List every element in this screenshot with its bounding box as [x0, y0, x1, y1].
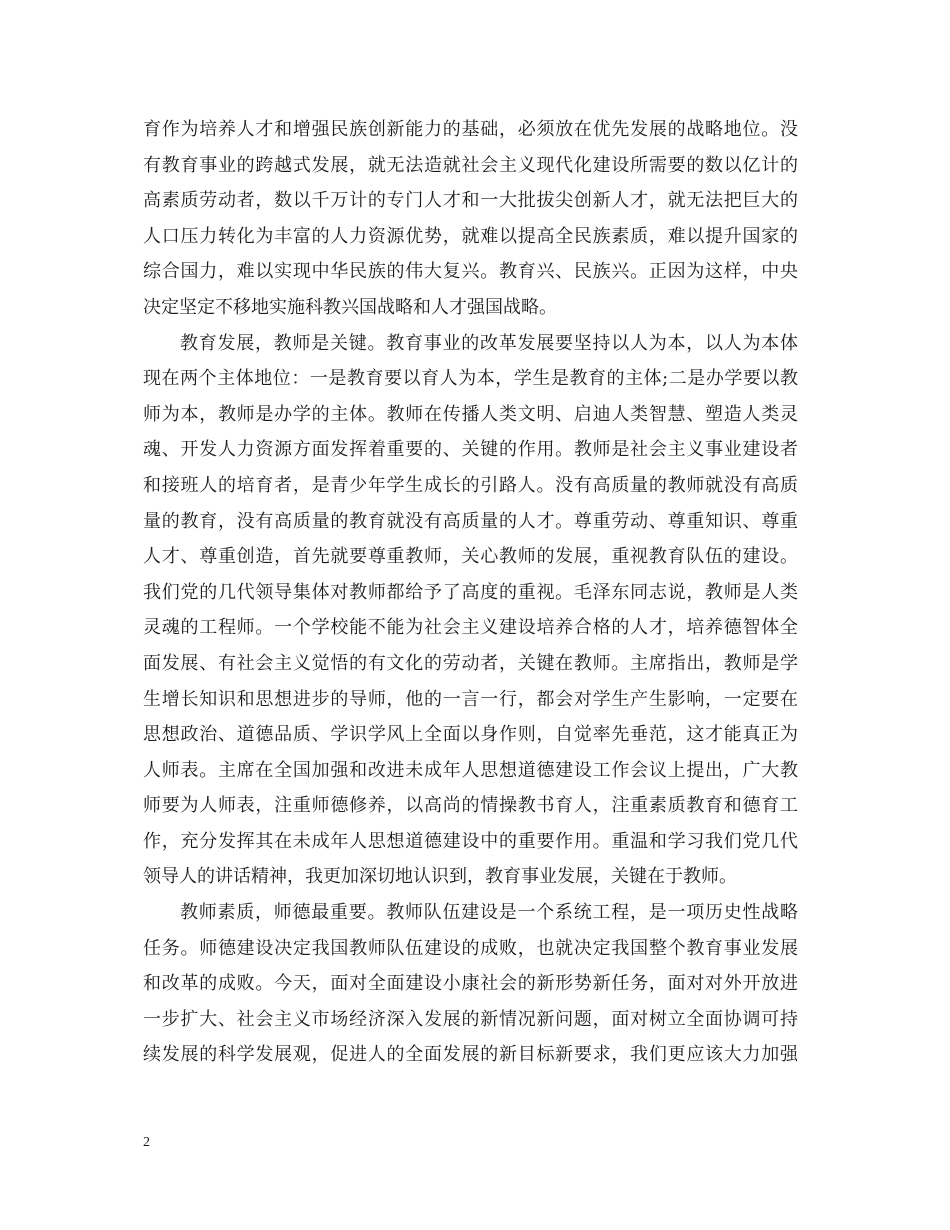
- text-line: 综合国力，难以实现中华民族的伟大复兴。教育兴、民族兴。正因为这样，中央: [143, 261, 798, 283]
- text-line: 有教育事业的跨越式发展，就无法造就社会主义现代化建设所需要的数以亿计的: [143, 154, 798, 176]
- text-line: 育作为培养人才和增强民族创新能力的基础，必须放在优先发展的战略地位。没: [143, 119, 798, 140]
- text-line: 决定坚定不移地实施科教兴国战略和人才强国战略。: [143, 296, 557, 318]
- text-line: 师要为人师表，注重师德修养，以高尚的情操教书育人，注重素质教育和德育工: [143, 795, 798, 817]
- text-line: 教育发展，教师是关键。教育事业的改革发展要坚持以人为本，以人为本体: [180, 332, 798, 354]
- text-line: 续发展的科学发展观，促进人的全面发展的新目标新要求，我们更应该大力加强: [143, 1044, 798, 1066]
- paragraph: [143, 895, 798, 1073]
- text-line: 和接班人的培育者，是青少年学生成长的引路人。没有高质量的教师就没有高质: [143, 474, 798, 496]
- text-line: 师为本，教师是办学的主体。教师在传播人类文明、启迪人类智慧、塑造人类灵: [143, 403, 798, 425]
- text-line: 高素质劳动者，数以千万计的专门人才和一大批拔尖创新人才，就无法把巨大的: [143, 190, 798, 212]
- text-line: 教师素质，师德最重要。教师队伍建设是一个系统工程，是一项历史性战略: [180, 902, 798, 924]
- text-line: 我们党的几代领导集体对教师都给予了高度的重视。毛泽东同志说，教师是人类: [143, 581, 798, 603]
- paragraph: [143, 112, 798, 326]
- text-line: 量的教育，没有高质量的教育就没有高质量的人才。尊重劳动、尊重知识、尊重: [143, 510, 798, 532]
- text-line: 思想政治、道德品质、学识学风上全面以身作则，自觉率先垂范，这才能真正为: [143, 724, 798, 746]
- paragraph: [143, 326, 798, 896]
- text-line: 作，充分发挥其在未成年人思想道德建设中的重要作用。重温和学习我们党几代: [143, 830, 798, 852]
- text-line: 现在两个主体地位：一是教育要以育人为本，学生是教育的主体;二是办学要以教: [143, 368, 798, 390]
- text-line: 面发展、有社会主义觉悟的有文化的劳动者，关键在教师。主席指出，教师是学: [143, 652, 798, 674]
- text-line: 一步扩大、社会主义市场经济深入发展的新情况新问题，面对树立全面协调可持: [143, 1008, 798, 1030]
- text-line: 人师表。主席在全国加强和改进未成年人思想道德建设工作会议上提出，广大教: [143, 759, 798, 781]
- text-line: 生增长知识和思想进步的导师，他的一言一行，都会对学生产生影响，一定要在: [143, 688, 798, 710]
- text-line: 灵魂的工程师。一个学校能不能为社会主义建设培养合格的人才，培养德智体全: [143, 617, 798, 639]
- text-line: 人口压力转化为丰富的人力资源优势，就难以提高全民族素质，难以提升国家的: [143, 225, 798, 247]
- text-line: 魂、开发人力资源方面发挥着重要的、关键的作用。教师是社会主义事业建设者: [143, 439, 798, 461]
- text-line: 领导人的讲话精神，我更加深切地认识到，教育事业发展，关键在于教师。: [143, 866, 737, 888]
- text-line: 任务。师德建设决定我国教师队伍建设的成败，也就决定我国整个教育事业发展: [143, 937, 798, 959]
- body-text: [143, 112, 798, 1073]
- text-line: 和改革的成败。今天，面对全面建设小康社会的新形势新任务，面对对外开放进: [143, 973, 798, 995]
- text-line: 人才、尊重创造，首先就要尊重教师，关心教师的发展，重视教育队伍的建设。: [143, 546, 798, 568]
- page-number: 2: [143, 1135, 150, 1150]
